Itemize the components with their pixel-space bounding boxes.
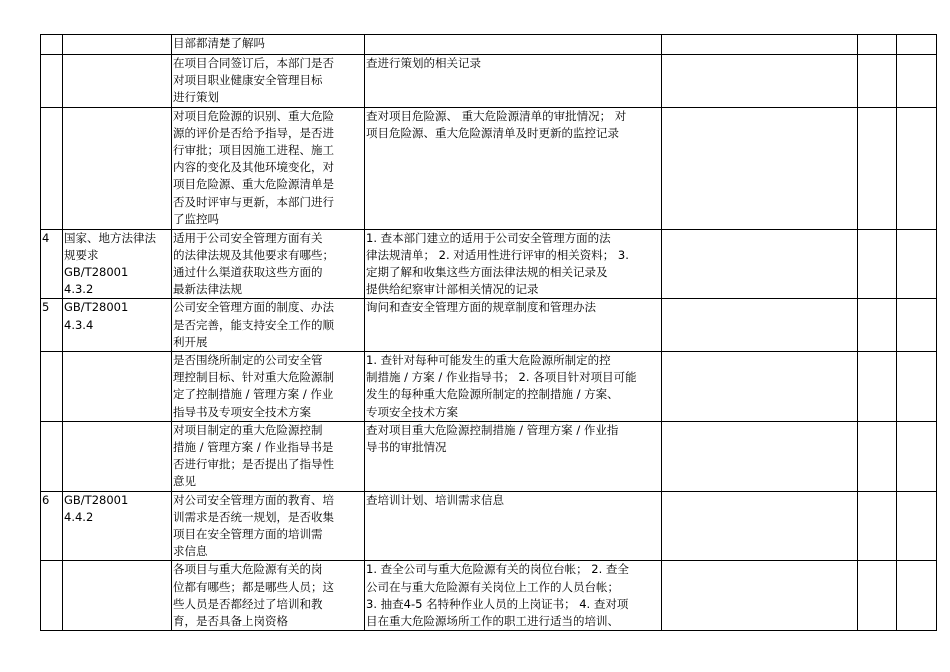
audit-method-text: 查培训计划、培训需求信息 (366, 492, 504, 507)
row-number-text: 4 (42, 230, 50, 245)
remark-cell (897, 352, 937, 422)
blank-cell (858, 55, 897, 108)
audit-question (172, 352, 365, 422)
audit-question-text: 对公司安全管理方面的教育、培 训需求是否统一规划，是否收集 项目在安全管理方面的培训需 求信息 (173, 492, 334, 559)
audit-method (365, 491, 662, 561)
table-row (41, 299, 937, 352)
record-cell (662, 491, 858, 561)
audit-method (365, 35, 662, 55)
table-row (41, 491, 937, 561)
audit-question (172, 491, 365, 561)
audit-method-text: 查进行策划的相关记录 (366, 56, 481, 70)
row-number-text: 5 (42, 300, 50, 315)
table-row (41, 421, 937, 491)
audit-question (172, 421, 365, 491)
clause-reference (63, 421, 172, 491)
audit-method-text: 询问和查安全管理方面的规章制度和管理办法 (366, 300, 596, 315)
remark-cell (897, 35, 937, 55)
blank-cell (858, 299, 897, 352)
audit-method (365, 352, 662, 422)
row-number (41, 491, 63, 561)
audit-method-text: 查对项目重大危险源控制措施 / 管理方案 / 作业指 导书的审批情况 (366, 422, 619, 455)
audit-method (365, 421, 662, 491)
table-row (41, 55, 937, 108)
blank-cell (858, 229, 897, 299)
audit-question-text: 目部都清楚了解吗 (173, 36, 265, 50)
audit-method (365, 229, 662, 299)
clause-reference (63, 299, 172, 352)
record-cell (662, 55, 858, 108)
blank-cell (858, 352, 897, 422)
blank-cell (858, 491, 897, 561)
clause-reference (63, 229, 172, 299)
row-number (41, 107, 63, 229)
audit-question (172, 55, 365, 108)
table-row (41, 35, 937, 55)
audit-checklist-table (40, 34, 937, 631)
audit-question (172, 107, 365, 229)
audit-question-text: 各项目与重大危险源有关的岗 位都有哪些；都是哪些人员；这 些人员是否都经过了培训和教 育，是否具备上岗资格 (173, 562, 334, 629)
audit-question-text: 对项目危险源的识别、重大危险 源的评价是否给予指导，是否进 行审批；项目因施工进程、施工 内容的变化及其他环境变化，对 项目危险源、重大危险源清单是 否及时评审与更新，本部门进行 了监控吗 (173, 108, 334, 226)
clause-reference (63, 107, 172, 229)
audit-question (172, 35, 365, 55)
row-number-text: 6 (42, 492, 50, 507)
record-cell (662, 229, 858, 299)
audit-method-text: 1. 查本部门建立的适用于公司安全管理方面的法 律法规清单； 2. 对适用性进行评审的相关资料； 3. 定期了解和收集这些方面法律法规的相关记录及 提供给纪察审计部相关情况的记录 (366, 230, 629, 297)
row-number (41, 229, 63, 299)
blank-cell (858, 107, 897, 229)
clause-reference (63, 352, 172, 422)
clause-reference-text: 国家、地方法律法 规要求 GB/T28001 4.3.2 (64, 230, 156, 297)
record-cell (662, 107, 858, 229)
clause-reference (63, 561, 172, 631)
remark-cell (897, 55, 937, 108)
record-cell (662, 421, 858, 491)
audit-question-text: 在项目合同签订后，本部门是否 对项目职业健康安全管理目标 进行策划 (173, 56, 334, 105)
row-number (41, 561, 63, 631)
record-cell (662, 352, 858, 422)
table-row (41, 229, 937, 299)
row-number (41, 352, 63, 422)
audit-method-text: 1. 查针对每种可能发生的重大危险源所制定的控 制措施 / 方案 / 作业指导书； 2. 各项目针对项目可能 发生的每种重大危险源所制定的控制措施 / 方案、 专项安全技术方案 (366, 353, 637, 419)
remark-cell (897, 421, 937, 491)
row-number (41, 55, 63, 108)
remark-cell (897, 561, 937, 631)
audit-question-text: 对项目制定的重大危险源控制 措施 / 管理方案 / 作业指导书是 否进行审批；是否提出了指导性 意见 (173, 422, 334, 489)
remark-cell (897, 107, 937, 229)
blank-cell (858, 421, 897, 491)
audit-method (365, 55, 662, 108)
row-number (41, 421, 63, 491)
table-row (41, 352, 937, 422)
audit-method (365, 107, 662, 229)
record-cell (662, 299, 858, 352)
table-row (41, 107, 937, 229)
clause-reference-text: GB/T28001 4.4.2 (64, 492, 129, 524)
clause-reference-text: GB/T28001 4.3.4 (64, 300, 129, 332)
row-number (41, 299, 63, 352)
audit-method (365, 561, 662, 631)
record-cell (662, 35, 858, 55)
clause-reference (63, 491, 172, 561)
audit-method-text: 查对项目危险源、 重大危险源清单的审批情况； 对 项目危险源、重大危险源清单及时更新的监控记录 (366, 108, 627, 140)
audit-method-text: 1. 查全公司与重大危险源有关的岗位台帐； 2. 查全 公司在与重大危险源有关岗位上工作的人员台帐； 3. 抽查4-5 名特种作业人员的上岗证书； 4. 查对项 目在重大危险源场所工作的职工进行适当的培训、 (366, 562, 629, 629)
clause-reference (63, 35, 172, 55)
clause-reference (63, 55, 172, 108)
audit-question-text: 公司安全管理方面的制度、办法 是否完善，能支持安全工作的顺 利开展 (173, 300, 334, 349)
audit-question (172, 561, 365, 631)
record-cell (662, 561, 858, 631)
table-row (41, 561, 937, 631)
remark-cell (897, 229, 937, 299)
audit-question (172, 229, 365, 299)
blank-cell (858, 561, 897, 631)
audit-method (365, 299, 662, 352)
blank-cell (858, 35, 897, 55)
row-number (41, 35, 63, 55)
audit-question-text: 适用于公司安全管理方面有关 的法律法规及其他要求有哪些； 通过什么渠道获取这些方面的 最新法律法规 (173, 230, 334, 297)
remark-cell (897, 491, 937, 561)
remark-cell (897, 299, 937, 352)
audit-question-text: 是否围绕所制定的公司安全管 理控制目标、针对重大危险源制 定了控制措施 / 管理方案 / 作业 指导书及专项安全技术方案 (173, 353, 334, 419)
audit-question (172, 299, 365, 352)
